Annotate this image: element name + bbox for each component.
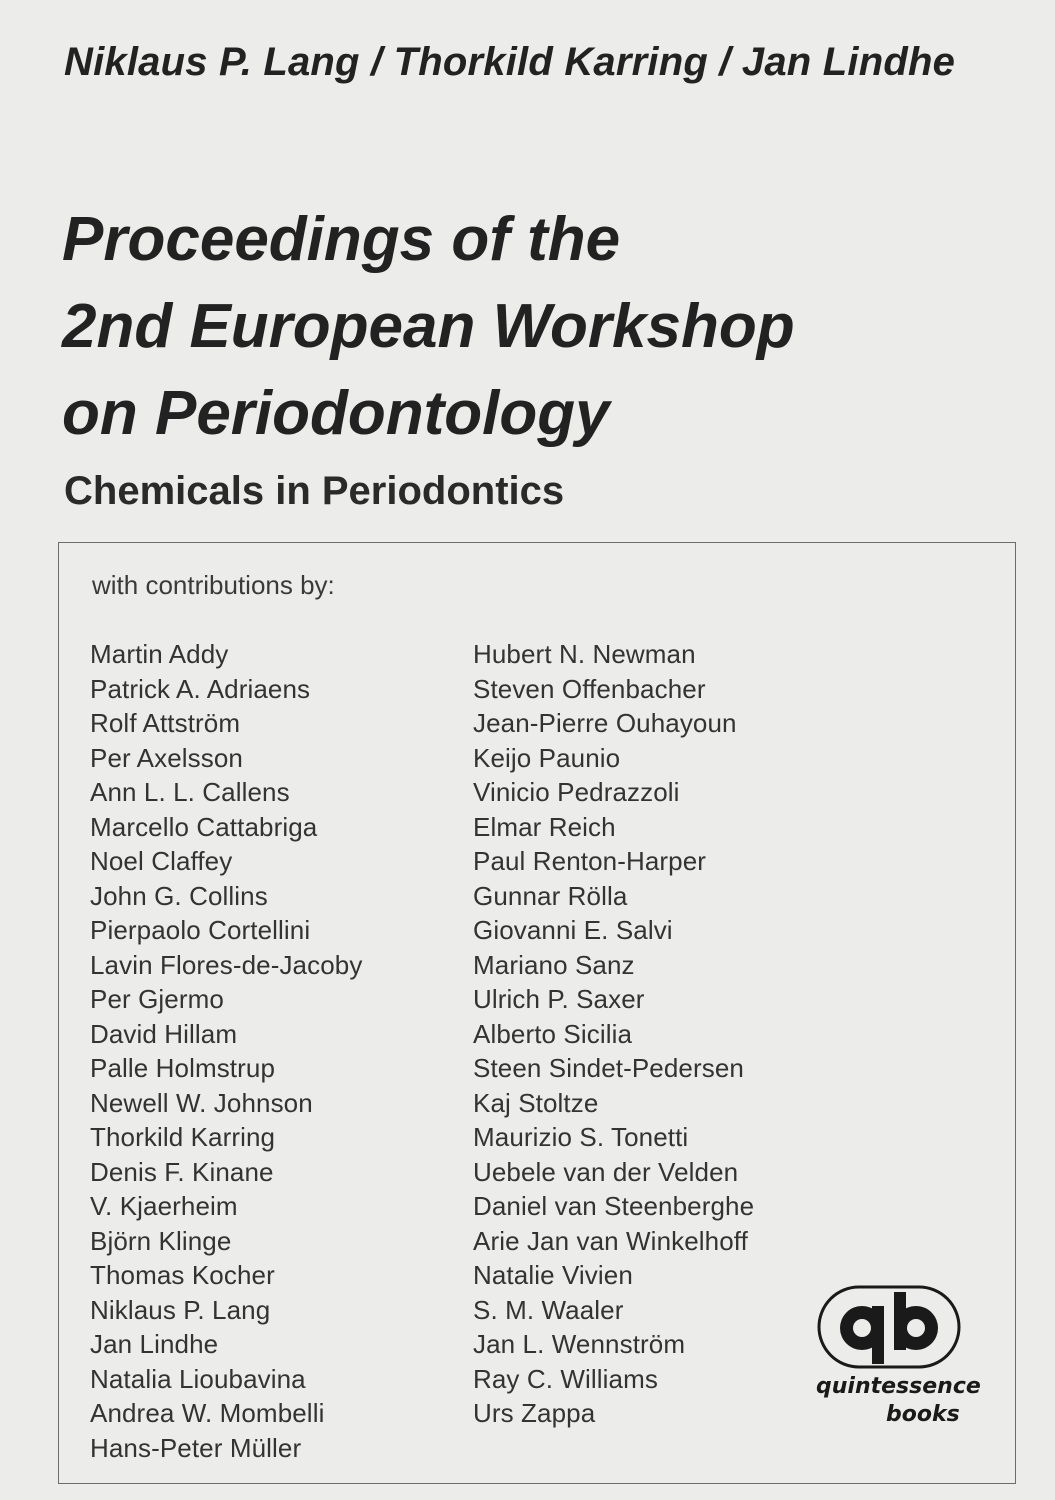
contributor-name: Steven Offenbacher — [473, 673, 706, 704]
contributor-name: Gunnar Rölla — [473, 880, 628, 911]
title-line: 2nd European Workshop — [62, 292, 795, 361]
title-line: Proceedings of the — [62, 205, 621, 274]
qb-logo-icon — [816, 1284, 962, 1370]
contributor-name: Elmar Reich — [473, 811, 616, 842]
contributor-name: Arie Jan van Winkelhoff — [473, 1225, 748, 1256]
publisher-name-line1: quintessence — [816, 1374, 981, 1399]
contributor-name: Mariano Sanz — [473, 949, 635, 980]
contributor-name: Urs Zappa — [473, 1398, 596, 1428]
contributor-name: Andrea W. Mombelli — [90, 1398, 325, 1428]
contributor-name: Jan Lindhe — [90, 1329, 219, 1359]
contributor-name: Per Axelsson — [90, 742, 243, 773]
contributor-name: Kaj Stoltze — [473, 1087, 599, 1118]
contributor-name: Natalie Vivien — [473, 1260, 633, 1290]
title-line: on Periodontology — [62, 379, 610, 448]
contributor-name: Hubert N. Newman — [473, 639, 696, 669]
contributor-name: Thorkild Karring — [90, 1122, 276, 1152]
contributor-name: Steen Sindet-Pedersen — [473, 1053, 744, 1083]
contributor-name: Daniel van Steenberghe — [473, 1191, 755, 1221]
contributors-left-column — [90, 637, 362, 1465]
author-names: Niklaus P. Lang / Thorkild Karring / Jan Lindhe — [64, 40, 956, 84]
contributor-name: Palle Holmstrup — [90, 1053, 276, 1083]
contributor-name: Ray C. Williams — [473, 1363, 658, 1394]
contributor-name: Jan L. Wennström — [473, 1329, 686, 1359]
contributor-name: S. M. Waaler — [473, 1294, 624, 1325]
contributor-name: Martin Addy — [90, 639, 229, 669]
contributor-name: Niklaus P. Lang — [90, 1294, 271, 1325]
contributor-name: Paul Renton-Harper — [473, 846, 707, 876]
contributor-name: Maurizio S. Tonetti — [473, 1122, 689, 1152]
contributor-name: Vinicio Pedrazzoli — [473, 777, 680, 807]
contributor-name: Patrick A. Adriaens — [90, 673, 311, 704]
contributor-name: Keijo Paunio — [473, 742, 621, 773]
contributor-name: Natalia Lioubavina — [90, 1363, 306, 1394]
contributor-name: V. Kjaerheim — [90, 1191, 238, 1221]
publisher-logo — [812, 1284, 981, 1434]
contributor-name: Pierpaolo Cortellini — [90, 915, 311, 945]
contributor-name: Newell W. Johnson — [90, 1087, 313, 1118]
contributor-name: Ann L. L. Callens — [90, 777, 290, 807]
publisher-name-line2: books — [886, 1402, 960, 1427]
contributor-name: Hans-Peter Müller — [90, 1432, 302, 1463]
contributors-heading: with contributions by: — [92, 570, 335, 600]
contributors-right-column — [473, 637, 754, 1431]
contributor-name: Marcello Cattabriga — [90, 811, 318, 842]
contributor-name: Björn Klinge — [90, 1225, 232, 1256]
book-title — [62, 196, 795, 457]
contributor-name: Rolf Attström — [90, 708, 241, 738]
book-subtitle: Chemicals in Periodontics — [64, 469, 565, 513]
contributor-name: John G. Collins — [90, 880, 268, 911]
contributor-name: Jean-Pierre Ouhayoun — [473, 708, 737, 738]
contributor-name: Noel Claffey — [90, 846, 233, 876]
contributor-name: Lavin Flores-de-Jacoby — [90, 949, 363, 980]
contributor-name: Uebele van der Velden — [473, 1156, 739, 1187]
contributor-name: Thomas Kocher — [90, 1260, 275, 1290]
contributor-name: Giovanni E. Salvi — [473, 915, 673, 945]
contributor-name: David Hillam — [90, 1018, 238, 1049]
contributor-name: Per Gjermo — [90, 984, 224, 1014]
contributor-name: Ulrich P. Saxer — [473, 984, 645, 1014]
contributor-name: Alberto Sicilia — [473, 1018, 633, 1049]
contributor-name: Denis F. Kinane — [90, 1156, 274, 1187]
